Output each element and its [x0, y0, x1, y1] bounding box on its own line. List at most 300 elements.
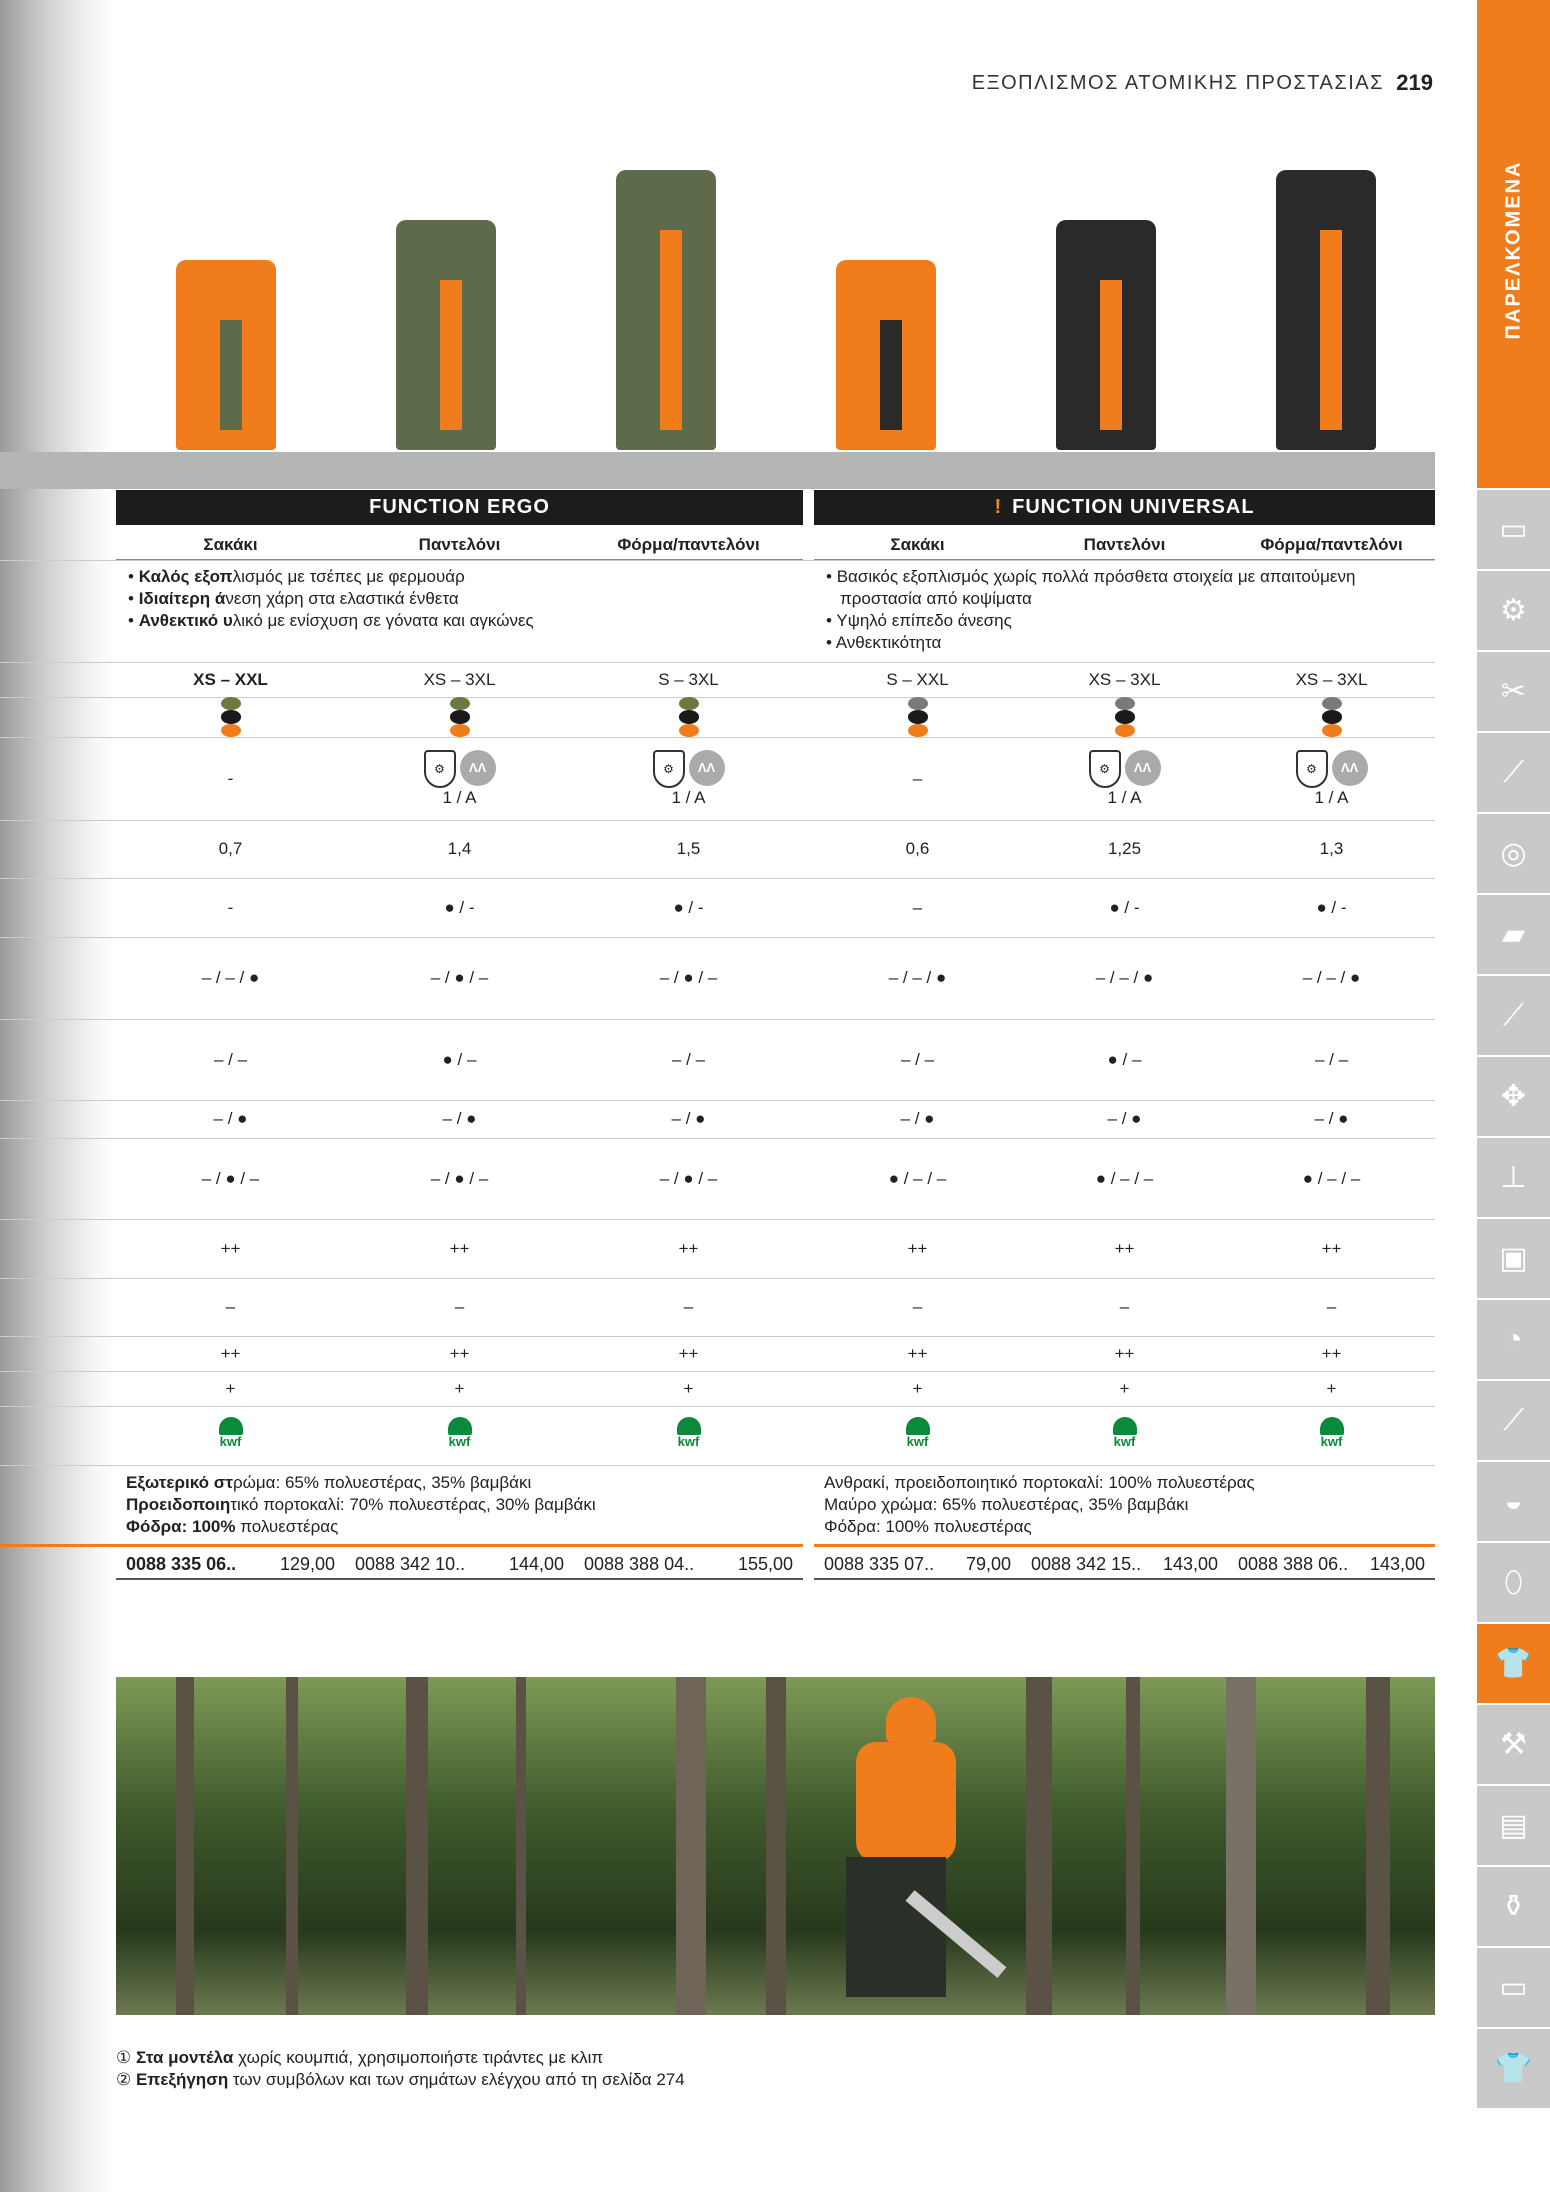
group-header — [116, 490, 803, 525]
price-item[interactable] — [116, 1548, 345, 1578]
table-cell — [360, 820, 560, 878]
table-cell — [818, 937, 1018, 1019]
feature-item — [824, 632, 1425, 654]
cell-value: ++ — [907, 1343, 928, 1363]
table-cell — [589, 737, 789, 820]
table-cell — [589, 1019, 789, 1100]
column-header: Σακάκι — [814, 528, 1021, 561]
sidebar-item-trimmer[interactable] — [1477, 976, 1550, 1055]
footnote — [116, 2069, 685, 2091]
color-swatch — [450, 697, 470, 710]
table-cell — [360, 1019, 560, 1100]
certification-icons — [424, 750, 496, 788]
sidebar-item-case[interactable] — [1477, 1948, 1550, 2027]
table-cell — [818, 737, 1018, 820]
kwf-logo — [672, 1417, 706, 1455]
cell-value: - — [227, 897, 234, 917]
cell-value: ++ — [678, 1343, 699, 1363]
table-cell — [360, 1219, 560, 1278]
kwf-tree-icon — [1320, 1417, 1344, 1435]
leg-protection-icon: ΛΛ — [689, 750, 725, 786]
certification-class: – — [912, 768, 923, 788]
group-title: FUNCTION UNIVERSAL — [1012, 496, 1255, 518]
color-swatch — [1322, 724, 1342, 737]
cell-value: – / ● / – — [430, 1168, 489, 1188]
chainsaw-protection-shield-icon: ⚙ — [653, 750, 685, 788]
sidebar-item-chainsaw[interactable] — [1477, 571, 1550, 650]
table-cell — [589, 1219, 789, 1278]
color-swatch — [1115, 697, 1135, 710]
cell-value: ● / - — [444, 897, 475, 917]
column-header: Παντελόνι — [1021, 528, 1228, 561]
kwf-logo — [901, 1417, 935, 1455]
color-swatch — [450, 710, 470, 723]
certification-class: 1 / A — [442, 787, 477, 807]
table-cell — [360, 697, 560, 737]
price-item[interactable] — [814, 1548, 1021, 1578]
table-cell — [818, 1336, 1018, 1371]
sidebar-item-hedge-trimmer[interactable] — [1477, 652, 1550, 731]
material-line — [126, 1472, 793, 1494]
cell-value: ++ — [678, 1238, 699, 1258]
feature-item — [126, 588, 793, 610]
feature-item — [126, 610, 793, 632]
material-line — [824, 1472, 1425, 1494]
table-cell — [589, 820, 789, 878]
certification-class: - — [227, 768, 234, 788]
cell-value: + — [683, 1378, 694, 1398]
table-cell — [589, 1371, 789, 1406]
cell-value: – / – — [1314, 1049, 1349, 1069]
product-image-jacket — [161, 260, 291, 450]
cell-value: 1,3 — [1319, 839, 1344, 858]
sidebar-item-battery[interactable] — [1477, 490, 1550, 569]
kwf-tree-icon — [219, 1417, 243, 1435]
cell-value: ● / – — [442, 1049, 477, 1069]
cell-value: ● / – / – — [1302, 1168, 1361, 1188]
footnote-marker: ② — [116, 2070, 132, 2089]
kwf-label: kwf — [677, 1433, 700, 1449]
cell-value: XS – 3XL — [423, 669, 496, 689]
leg-protection-icon: ΛΛ — [1332, 750, 1368, 786]
material-line — [126, 1516, 793, 1538]
cell-value: ● / - — [673, 897, 704, 917]
row-divider — [0, 1465, 1435, 1466]
leaf-vacuum-icon: ◒ — [1504, 1484, 1523, 1518]
table-cell — [1232, 1019, 1432, 1100]
kwf-logo — [1315, 1417, 1349, 1455]
table-cell — [360, 1406, 560, 1465]
sprayer-icon: ⬯ — [1504, 1565, 1523, 1599]
kwf-label: kwf — [1113, 1433, 1136, 1449]
table-cell — [1025, 1138, 1225, 1219]
material-text: Φόδρα: 100% πολυεστέρας — [824, 1517, 1032, 1536]
cell-value: S – XXL — [886, 669, 949, 689]
cell-value: – — [683, 1297, 694, 1316]
article-number: 0088 388 06.. — [1238, 1554, 1349, 1574]
table-cell — [360, 1371, 560, 1406]
section-title: ΕΞΟΠΛΙΣΜΟΣ ΑΤΟΜΙΚΗΣ ΠΡΟΣΤΑΣΙΑΣ — [971, 72, 1384, 94]
cell-value: ++ — [1114, 1238, 1135, 1258]
feature-bold: Ιδιαίτερη ά — [138, 589, 226, 608]
cell-value: – / ● — [442, 1109, 477, 1128]
chainsaw-icon: ⚙ — [1500, 594, 1527, 627]
product-image-trousers — [1041, 220, 1171, 450]
footnotes — [116, 2047, 685, 2091]
cell-value: – — [454, 1297, 465, 1316]
battery-icon: ▭ — [1499, 513, 1528, 546]
cell-value: + — [454, 1378, 465, 1398]
cell-value: – — [225, 1297, 236, 1316]
color-swatch — [1115, 710, 1135, 723]
cell-value: ● / – / – — [888, 1168, 947, 1188]
sidebar-item-pole-pruner[interactable] — [1477, 1381, 1550, 1460]
table-cell — [1232, 697, 1432, 737]
table-cell — [1025, 1278, 1225, 1336]
price: 143,00 — [1369, 1554, 1425, 1574]
material-text: πολυεστέρας — [235, 1517, 339, 1536]
orange-divider — [0, 1544, 803, 1547]
footnote-text: χωρίς κουμπιά, χρησιμοποιήστε τιράντες με κλιπ — [233, 2048, 604, 2067]
row-divider — [0, 560, 1435, 561]
garment-accent — [440, 280, 462, 430]
article-number: 0088 342 10.. — [355, 1554, 466, 1574]
cell-value: 1,5 — [676, 839, 701, 858]
table-cell — [1232, 937, 1432, 1019]
table-cell — [1025, 1100, 1225, 1138]
article-number: 0088 342 15.. — [1031, 1554, 1142, 1574]
group-header — [814, 490, 1435, 525]
feature-bold: Καλός εξοπ — [138, 567, 233, 586]
color-swatch — [908, 724, 928, 737]
cell-value: – / – / ● — [1095, 968, 1154, 987]
orange-divider — [814, 1544, 1435, 1547]
sidebar-item-tshirt[interactable] — [1477, 2029, 1550, 2108]
table-cell — [1025, 697, 1225, 737]
material-text: ρώμα: 65% πολυεστέρας, 35% βαμβάκι — [232, 1473, 532, 1492]
table-cell — [1025, 662, 1225, 697]
cell-value: – / ● — [900, 1109, 935, 1128]
table-cell — [1025, 1406, 1225, 1465]
clothing-icon: 👕 — [1494, 1647, 1533, 1680]
cell-value: – / – / ● — [888, 968, 947, 987]
cell-value: ++ — [1114, 1343, 1135, 1363]
table-cell — [1232, 1278, 1432, 1336]
cell-value: 0,6 — [905, 839, 930, 858]
table-cell — [131, 737, 331, 820]
cell-value: – / – — [671, 1049, 706, 1069]
table-cell — [589, 1406, 789, 1465]
table-cell — [1232, 1371, 1432, 1406]
kwf-tree-icon — [448, 1417, 472, 1435]
material-text: τικό πορτοκαλί: 70% πολυεστέρας, 30% βαμβάκι — [230, 1495, 596, 1514]
feature-item — [824, 610, 1425, 632]
sidebar-item-cut-off-saw[interactable] — [1477, 814, 1550, 893]
cell-value: ++ — [220, 1343, 241, 1363]
sidebar-tab-accessories[interactable] — [1477, 0, 1550, 488]
garment-accent — [220, 320, 242, 430]
cell-value: – / ● — [1107, 1109, 1142, 1128]
sidebar-item-toolbox[interactable] — [1477, 1786, 1550, 1865]
cell-value: – — [912, 897, 923, 917]
product-images — [116, 160, 1436, 450]
certification-icons — [1296, 750, 1368, 788]
sidebar-tab-label: ΠΑΡΕΛΚΟΜΕΝΑ — [1502, 160, 1524, 340]
sidebar-item-tiller[interactable] — [1477, 1057, 1550, 1136]
sidebar-category-icons — [1477, 490, 1550, 2110]
leg-protection-icon: ΛΛ — [1125, 750, 1161, 786]
kwf-logo — [1108, 1417, 1142, 1455]
table-cell — [818, 820, 1018, 878]
price-item[interactable] — [574, 1548, 803, 1578]
cell-value: – / – / ● — [201, 968, 260, 987]
color-swatch — [221, 724, 241, 737]
cell-value: ● / – / – — [1095, 1168, 1154, 1188]
table-cell — [1232, 820, 1432, 878]
table-cell — [1232, 737, 1432, 820]
table-cell — [589, 697, 789, 737]
table-cell — [360, 737, 560, 820]
material-info — [824, 1472, 1425, 1538]
table-cell — [589, 1100, 789, 1138]
price: 155,00 — [737, 1554, 793, 1574]
product-image-bib-trousers — [601, 170, 731, 450]
table-cell — [818, 662, 1018, 697]
price: 144,00 — [508, 1554, 564, 1574]
feature-text: λισμός με τσέπες με φερμουάρ — [232, 567, 465, 586]
feature-bold: Ανθεκτικό υ — [138, 611, 233, 630]
table-cell — [360, 1336, 560, 1371]
table-cell — [589, 1278, 789, 1336]
column-header: Παντελόνι — [345, 528, 574, 561]
cell-value: – / ● / – — [430, 968, 489, 987]
price: 79,00 — [965, 1554, 1011, 1574]
sidebar-item-spray-bottle[interactable] — [1477, 1867, 1550, 1946]
price-item[interactable] — [345, 1548, 574, 1578]
cell-value: 1,4 — [447, 839, 472, 858]
table-cell — [131, 878, 331, 937]
table-cell — [1025, 1019, 1225, 1100]
article-number: 0088 388 04.. — [584, 1554, 695, 1574]
table-cell — [1025, 1219, 1225, 1278]
forest-worker-photo — [116, 1677, 1435, 2015]
color-swatch — [908, 697, 928, 710]
feature-text: λικό με ενίσχυση σε γόνατα και αγκώνες — [232, 611, 534, 630]
trimmer-icon: ⟋ — [1503, 998, 1524, 1032]
sidebar-item-earth-auger[interactable] — [1477, 1138, 1550, 1217]
garment-accent — [1320, 230, 1342, 430]
sidebar-item-sprayer[interactable] — [1477, 1543, 1550, 1622]
cell-value: ++ — [220, 1238, 241, 1258]
sidebar-item-brushcutter[interactable] — [1477, 733, 1550, 812]
hedge-trimmer-icon: ✂ — [1500, 675, 1527, 708]
table-cell — [818, 1138, 1018, 1219]
cell-value: – — [1119, 1297, 1130, 1316]
table-cell — [131, 1019, 331, 1100]
color-swatch — [450, 724, 470, 737]
spray-bottle-icon: ⚱ — [1500, 1890, 1527, 1923]
table-cell — [360, 878, 560, 937]
color-swatch — [908, 710, 928, 723]
feature-text: Ανθεκτικότητα — [835, 633, 942, 652]
case-icon: ▭ — [1499, 1971, 1528, 2004]
color-swatch — [221, 697, 241, 710]
material-line — [824, 1516, 1425, 1538]
chainsaw-protection-shield-icon: ⚙ — [1089, 750, 1121, 788]
material-line — [824, 1494, 1425, 1516]
cell-value: – / – — [213, 1049, 248, 1069]
color-swatch — [679, 697, 699, 710]
cell-value: XS – 3XL — [1088, 669, 1161, 689]
cell-value: + — [1326, 1378, 1337, 1398]
table-cell — [131, 697, 331, 737]
cell-value: – — [912, 1297, 923, 1316]
certification-class: 1 / A — [1314, 787, 1349, 807]
cut-off-saw-icon: ◎ — [1500, 837, 1527, 870]
cell-value: ● / – — [1107, 1049, 1142, 1069]
kwf-logo — [443, 1417, 477, 1455]
color-swatch — [679, 710, 699, 723]
table-cell — [360, 662, 560, 697]
cell-value: ++ — [449, 1238, 470, 1258]
price-item[interactable] — [1021, 1548, 1228, 1578]
table-cell — [131, 1336, 331, 1371]
cell-value: ++ — [1321, 1343, 1342, 1363]
sidebar-item-axe[interactable] — [1477, 1705, 1550, 1784]
table-cell — [818, 878, 1018, 937]
cell-value: + — [1119, 1378, 1130, 1398]
chainsaw-protection-shield-icon: ⚙ — [1296, 750, 1328, 788]
material-bold: Φόδρα: 100% — [126, 1517, 236, 1536]
table-cell — [1232, 1100, 1432, 1138]
lawn-mower-icon: ▰ — [1501, 918, 1526, 951]
cell-value: – / ● / – — [659, 968, 718, 987]
toolbox-icon: ▤ — [1499, 1809, 1528, 1842]
feature-list — [126, 566, 793, 632]
table-cell — [360, 937, 560, 1019]
chainsaw-protection-shield-icon: ⚙ — [424, 750, 456, 788]
article-number: 0088 335 07.. — [824, 1554, 935, 1574]
footnote-bold: Επεξήγηση — [131, 2070, 229, 2089]
table-cell — [1025, 1371, 1225, 1406]
cell-value: + — [912, 1378, 923, 1398]
price: 143,00 — [1162, 1554, 1218, 1574]
feature-text: νεση χάρη στα ελαστικά ένθετα — [225, 589, 459, 608]
feature-text: Βασικός εξοπλισμός χωρίς πολλά πρόσθετα στοιχεία με απαιτούμενη προστασία από κοψίματα — [836, 567, 1356, 608]
color-swatch — [1322, 710, 1342, 723]
table-cell — [131, 1371, 331, 1406]
kwf-label: kwf — [448, 1433, 471, 1449]
cell-value: – / – / ● — [1302, 968, 1361, 987]
product-image-bib-trousers — [1261, 170, 1391, 450]
garment-accent — [660, 230, 682, 430]
table-cell — [1232, 1406, 1432, 1465]
cell-value: – / – — [900, 1049, 935, 1069]
table-cell — [1232, 1138, 1432, 1219]
cell-value: – / ● / – — [659, 1168, 718, 1188]
page-number: 219 — [1396, 70, 1433, 95]
table-cell — [131, 1278, 331, 1336]
sidebar-item-clothing[interactable] — [1477, 1624, 1550, 1703]
leg-protection-icon: ΛΛ — [460, 750, 496, 786]
certification-class: 1 / A — [671, 787, 706, 807]
cell-value: ● / - — [1316, 897, 1347, 917]
cell-value: + — [225, 1378, 236, 1398]
table-cell — [1232, 662, 1432, 697]
kwf-logo — [214, 1417, 248, 1455]
table-cell — [131, 1406, 331, 1465]
color-swatch — [221, 710, 241, 723]
table-cell — [1025, 937, 1225, 1019]
table-cell — [589, 662, 789, 697]
price: 129,00 — [279, 1554, 335, 1574]
table-cell — [818, 697, 1018, 737]
tiller-icon: ✥ — [1500, 1080, 1527, 1113]
cell-value: ++ — [907, 1238, 928, 1258]
sidebar-item-leaf-vacuum[interactable] — [1477, 1462, 1550, 1541]
product-image-trousers — [381, 220, 511, 450]
table-cell — [818, 1219, 1018, 1278]
table-cell — [131, 1100, 331, 1138]
material-info — [126, 1472, 793, 1538]
table-cell — [131, 1138, 331, 1219]
certification-icons — [1089, 750, 1161, 788]
pressure-washer-icon: ▣ — [1499, 1242, 1528, 1275]
sidebar-item-pressure-washer[interactable] — [1477, 1219, 1550, 1298]
column-header: Φόρμα/παντελόνι — [1228, 528, 1435, 561]
table-cell — [131, 937, 331, 1019]
tshirt-icon: 👕 — [1494, 2052, 1533, 2085]
cell-value: ++ — [1321, 1238, 1342, 1258]
cell-value: XS – XXL — [193, 669, 268, 689]
table-cell — [1025, 820, 1225, 878]
feature-list — [824, 566, 1425, 654]
cell-value: 0,7 — [218, 839, 243, 858]
table-cell — [360, 1100, 560, 1138]
feature-text: Υψηλό επίπεδο άνεσης — [836, 611, 1012, 630]
certification-icons — [653, 750, 725, 788]
blower-icon: ◔ — [1504, 1322, 1523, 1356]
table-cell — [131, 820, 331, 878]
cell-value: 1,25 — [1107, 839, 1142, 858]
table-cell — [589, 1138, 789, 1219]
cell-value: – / ● — [671, 1109, 706, 1128]
certification-class: 1 / A — [1107, 787, 1142, 807]
table-cell — [818, 1371, 1018, 1406]
sidebar-item-blower[interactable] — [1477, 1300, 1550, 1379]
color-swatch — [679, 724, 699, 737]
kwf-label: kwf — [1320, 1433, 1343, 1449]
kwf-tree-icon — [906, 1417, 930, 1435]
column-header: Φόρμα/παντελόνι — [574, 528, 803, 561]
material-bold: Προειδοποιη — [126, 1495, 231, 1514]
table-cell — [131, 1219, 331, 1278]
axe-icon: ⚒ — [1500, 1728, 1527, 1761]
footnote-text: των συμβόλων και των σημάτων ελέγχου από τη σελίδα 274 — [228, 2070, 685, 2089]
material-text: Ανθρακί, προειδοποιητικό πορτοκαλί: 100% πολυεστέρας — [824, 1473, 1255, 1492]
table-cell — [589, 937, 789, 1019]
table-cell — [1025, 737, 1225, 820]
cell-value: ++ — [449, 1343, 470, 1363]
footnote — [116, 2047, 685, 2069]
table-cell — [131, 662, 331, 697]
price-item[interactable] — [1228, 1548, 1435, 1578]
brushcutter-icon: ⟋ — [1503, 755, 1524, 789]
table-cell — [818, 1019, 1018, 1100]
garment-accent — [1100, 280, 1122, 430]
table-cell — [589, 878, 789, 937]
sidebar-item-lawn-mower[interactable] — [1477, 895, 1550, 974]
